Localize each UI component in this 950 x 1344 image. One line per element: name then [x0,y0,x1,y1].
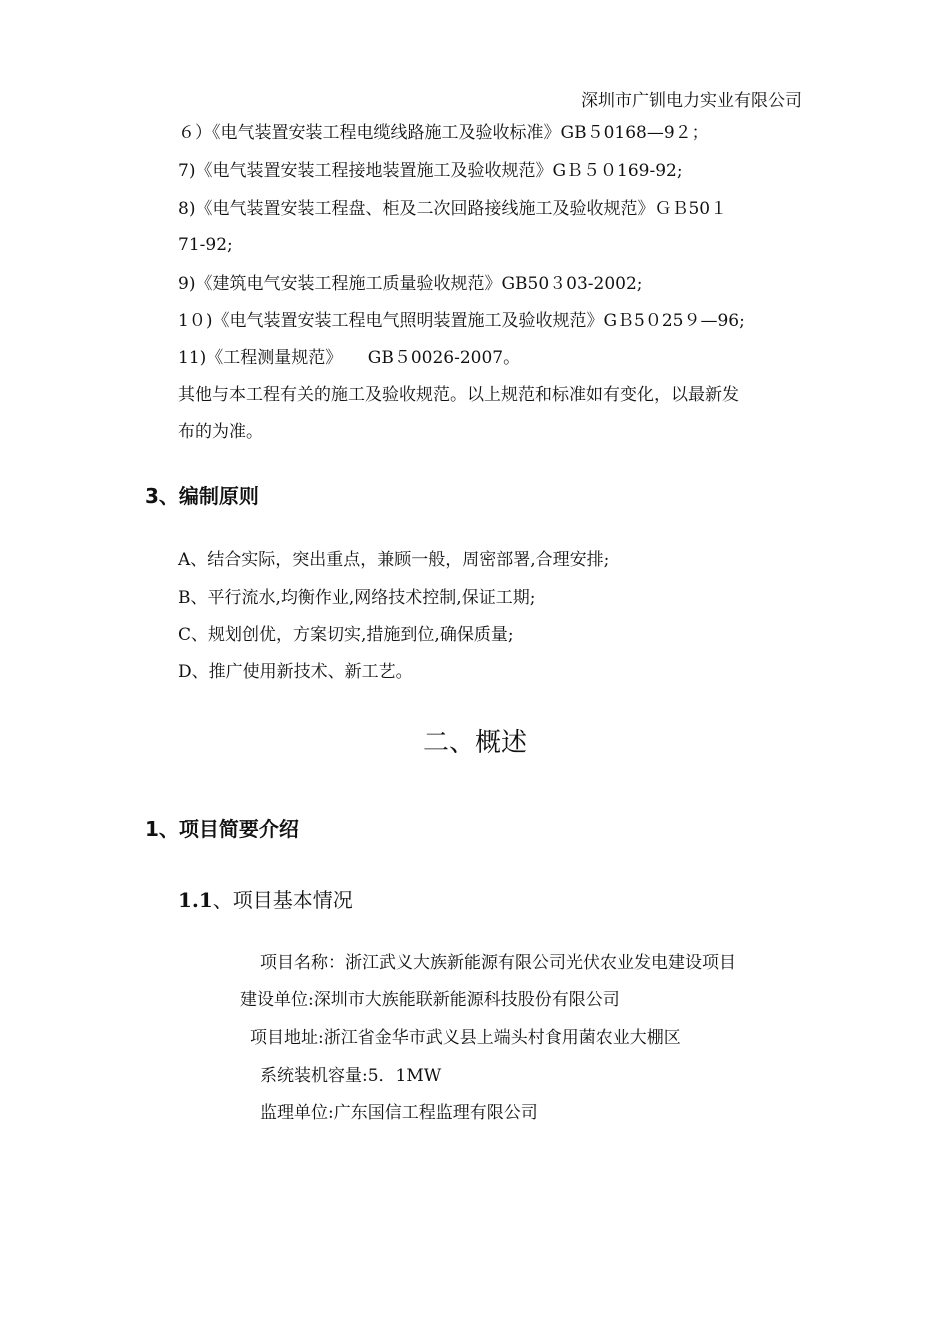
standard-item: 1０)《电气装置安装工程电气照明装置施工及验收规范》GＢ5０25９—96; [178,311,745,331]
project-name: 项目名称：浙江武义大族新能源有限公司光伏农业发电建设项目 [260,953,736,973]
subsection11-title: 、项目基本情况 [212,888,353,912]
standard-item: 9)《建筑电气安装工程施工质量验收规范》GB50３03-2002; [178,274,643,294]
subsection11-heading [178,884,353,913]
standard-item: 11)《工程测量规范》 GB５0026-2007。 [178,348,521,368]
header-company: 深圳市广钏电力实业有限公司 [581,91,802,111]
chapter2-heading: 二、概述 [422,728,527,758]
principle-item: A、结合实际，突出重点，兼顾一般，周密部署,合理安排; [178,550,610,570]
installed-capacity: 系统装机容量:5．1MW [260,1066,442,1086]
principle-item: B、平行流水,均衡作业,网络技术控制,保证工期; [178,588,536,608]
section1-heading: 1、项目简要介绍 [145,817,299,841]
principle-item: C、规划创优，方案切实,措施到位,确保质量; [178,625,514,645]
construction-unit: 建设单位:深圳市大族能联新能源科技股份有限公司 [240,990,620,1010]
standards-note: 其他与本工程有关的施工及验收规范。以上规范和标准如有变化，以最新发 [178,385,739,405]
standard-item: ６）《电气装置安装工程电缆线路施工及验收标准》GB５0168—9２； [178,123,709,143]
standard-item: 8)《电气装置安装工程盘、柜及二次回路接线施工及验收规范》ＧＢ50１ [178,199,728,219]
supervision-unit: 监理单位:广东国信工程监理有限公司 [260,1103,538,1123]
standard-item: 71-92; [178,235,233,255]
standards-note: 布的为准。 [178,422,263,442]
principle-item: D、推广使用新技术、新工艺。 [178,662,413,682]
standard-item: 7)《电气装置安装工程接地装置施工及验收规范》GＢ５０169-92; [178,161,683,181]
subsection11-number: 1.1 [178,888,213,912]
project-address: 项目地址:浙江省金华市武义县上端头村食用菌农业大棚区 [250,1028,681,1048]
section3-heading: 3、编制原则 [145,484,259,508]
